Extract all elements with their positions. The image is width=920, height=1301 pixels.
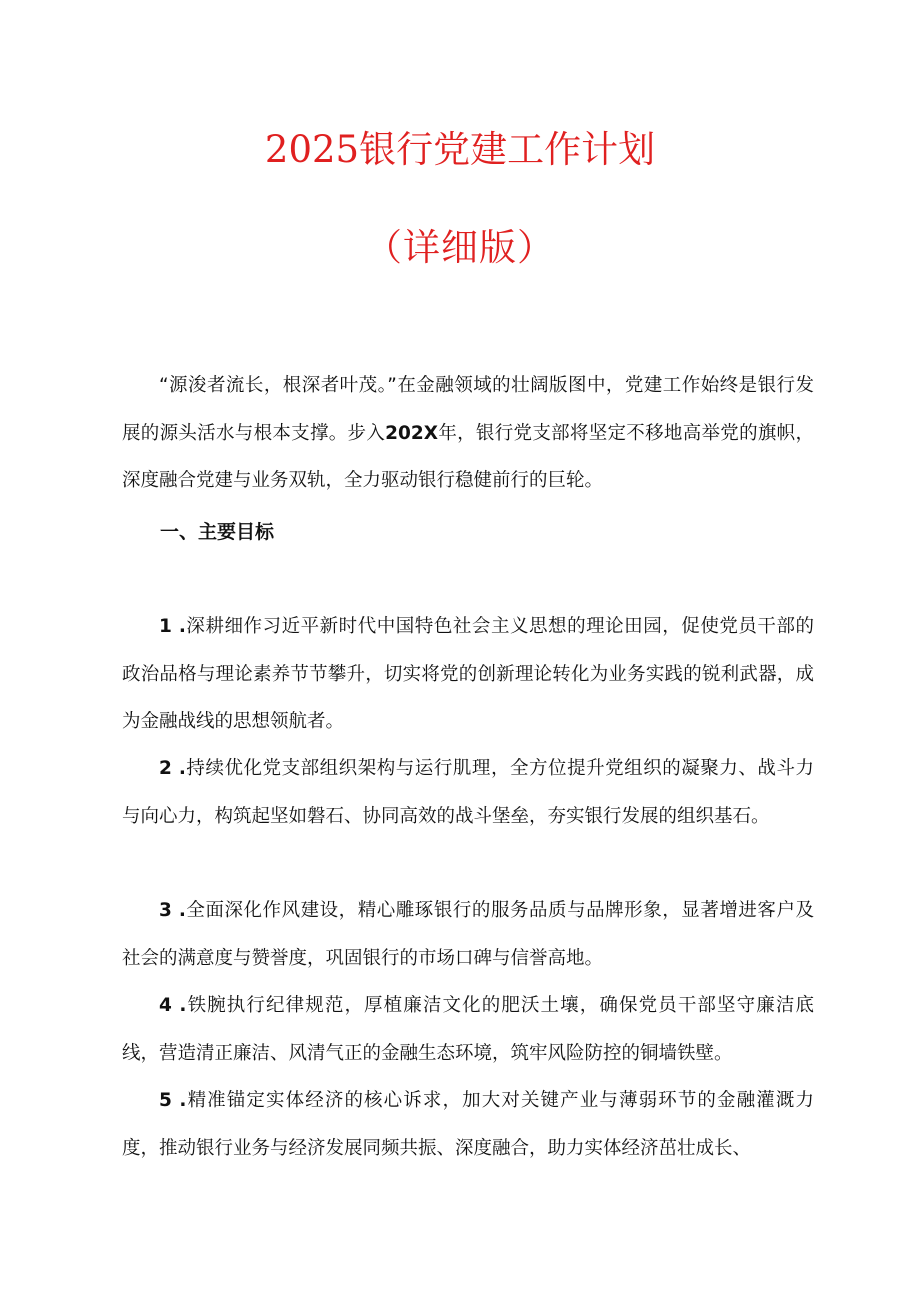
goal-item-2 [122, 745, 814, 840]
goal-text: 全面深化作风建设，精心雕琢银行的服务品质与品牌形象，显著增进客户及社会的满意度与赞誉度，巩固银行的市场口碑与信誉高地。 [122, 900, 814, 969]
document-subtitle: （详细版） [365, 226, 555, 269]
goal-number: 5 . [159, 1090, 187, 1111]
goal-item-1 [122, 603, 814, 746]
intro-year: 202X [385, 422, 439, 444]
goal-number: 1 . [159, 616, 186, 637]
goal-text: 深耕细作习近平新时代中国特色社会主义思想的理论田园，促使党员干部的政治品格与理论素养节节攀升，切实将党的创新理论转化为业务实践的锐利武器，成为金融战线的思想领航者。 [122, 616, 814, 732]
goal-item-5 [122, 1077, 814, 1172]
goal-number: 2 . [159, 758, 186, 779]
intro-paragraph [122, 362, 814, 505]
goal-item-4 [122, 982, 814, 1077]
goal-number: 4 . [159, 995, 187, 1016]
section-heading: 一、主要目标 [160, 521, 275, 543]
goal-item-3 [122, 887, 814, 982]
document-title: 2025银行党建工作计划 [264, 128, 656, 171]
intro-text-2: 年，银行党支部将坚定不移地高举党的旗帜，深度融合党建与业务双轨，全力驱动银行稳健前行的巨轮。 [122, 422, 814, 491]
goal-text: 铁腕执行纪律规范，厚植廉洁文化的肥沃土壤，确保党员干部坚守廉洁底线，营造清正廉洁、风清气正的金融生态环境，筑牢风险防控的铜墙铁壁。 [122, 995, 814, 1064]
goal-text: 持续优化党支部组织架构与运行肌理，全方位提升党组织的凝聚力、战斗力与向心力，构筑起坚如磐石、协同高效的战斗堡垒，夯实银行发展的组织基石。 [122, 758, 814, 827]
goal-text: 精准锚定实体经济的核心诉求，加大对关键产业与薄弱环节的金融灌溉力度，推动银行业务与经济发展同频共振、深度融合，助力实体经济茁壮成长、 [122, 1090, 814, 1159]
intro-text-1: “源浚者流长，根深者叶茂。”在金融领域的壮阔版图中，党建工作始终是银行发展的源头活水与根本支撑。步入 [122, 375, 814, 444]
goal-number: 3 . [159, 900, 186, 921]
